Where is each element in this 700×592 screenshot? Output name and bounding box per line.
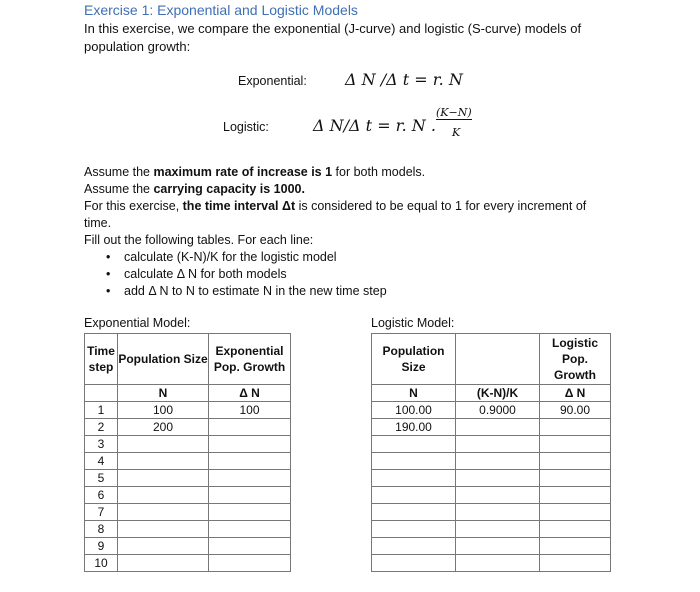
table-row bbox=[85, 419, 291, 436]
table-cell[interactable] bbox=[456, 487, 540, 504]
table-cell[interactable] bbox=[456, 453, 540, 470]
table-cell[interactable] bbox=[372, 436, 456, 453]
exponential-table bbox=[84, 333, 291, 572]
table-row bbox=[85, 453, 291, 470]
log-caption: Logistic Model: bbox=[371, 316, 455, 330]
table-cell[interactable] bbox=[209, 555, 291, 572]
table-cell[interactable]: 100 bbox=[209, 402, 291, 419]
instruction-list bbox=[84, 249, 604, 300]
table-cell[interactable] bbox=[456, 538, 540, 555]
table-cell[interactable]: 10 bbox=[85, 555, 118, 572]
table-row bbox=[85, 402, 291, 419]
instruction-text: Assume the bbox=[84, 182, 154, 196]
log-label: Logistic: bbox=[223, 120, 269, 134]
table-row bbox=[85, 521, 291, 538]
table-cell[interactable] bbox=[209, 487, 291, 504]
table-cell[interactable] bbox=[456, 419, 540, 436]
table-cell[interactable] bbox=[540, 504, 611, 521]
table-row bbox=[85, 555, 291, 572]
table-cell[interactable]: 100.00 bbox=[372, 402, 456, 419]
column-header: Exponential Pop. Growth bbox=[209, 334, 291, 385]
table-cell[interactable] bbox=[209, 521, 291, 538]
table-cell[interactable] bbox=[456, 555, 540, 572]
list-item: • calculate Δ N for both models bbox=[106, 266, 604, 283]
instruction-line: Fill out the following tables. For each line: bbox=[84, 233, 314, 247]
table-cell[interactable]: 100 bbox=[118, 402, 209, 419]
instruction-text: Assume the bbox=[84, 165, 154, 179]
table-cell[interactable] bbox=[372, 555, 456, 572]
table-cell[interactable] bbox=[540, 521, 611, 538]
table-cell[interactable]: 5 bbox=[85, 470, 118, 487]
subheader-cell: Δ N bbox=[209, 385, 291, 402]
instruction-emphasis: carrying capacity is 1000. bbox=[153, 182, 305, 196]
header-row bbox=[372, 334, 611, 385]
instruction-line bbox=[84, 181, 604, 198]
table-cell[interactable] bbox=[372, 453, 456, 470]
subheader-cell: Δ N bbox=[540, 385, 611, 402]
table-cell[interactable] bbox=[209, 470, 291, 487]
instruction-line bbox=[84, 164, 604, 181]
table-row bbox=[85, 538, 291, 555]
table-cell[interactable] bbox=[209, 538, 291, 555]
table-row bbox=[372, 470, 611, 487]
table-cell[interactable] bbox=[540, 436, 611, 453]
table-row bbox=[372, 402, 611, 419]
table-row bbox=[85, 504, 291, 521]
table-cell[interactable] bbox=[118, 538, 209, 555]
table-cell[interactable] bbox=[456, 521, 540, 538]
table-cell[interactable] bbox=[540, 470, 611, 487]
table-cell[interactable]: 190.00 bbox=[372, 419, 456, 436]
instruction-line bbox=[84, 198, 604, 232]
table-row bbox=[85, 470, 291, 487]
table-cell[interactable] bbox=[118, 453, 209, 470]
table-cell[interactable]: 2 bbox=[85, 419, 118, 436]
instructions bbox=[84, 164, 604, 300]
log-formula: Δ N/Δ t = r. N . bbox=[313, 116, 436, 135]
table-cell[interactable] bbox=[209, 436, 291, 453]
table-row bbox=[372, 538, 611, 555]
table-cell[interactable]: 1 bbox=[85, 402, 118, 419]
instruction-emphasis: maximum rate of increase is 1 bbox=[153, 165, 333, 179]
table-cell[interactable]: 8 bbox=[85, 521, 118, 538]
exercise-title: Exercise 1: Exponential and Logistic Models bbox=[84, 2, 358, 18]
subheader-cell bbox=[85, 385, 118, 402]
table-cell[interactable]: 4 bbox=[85, 453, 118, 470]
column-header: Population Size bbox=[118, 334, 209, 385]
table-cell[interactable]: 9 bbox=[85, 538, 118, 555]
exp-label: Exponential: bbox=[238, 74, 307, 88]
table-cell[interactable] bbox=[118, 555, 209, 572]
header-row bbox=[85, 334, 291, 385]
subheader-cell: N bbox=[118, 385, 209, 402]
table-cell[interactable] bbox=[540, 419, 611, 436]
table-cell[interactable] bbox=[456, 470, 540, 487]
instruction-emphasis: the time interval Δt bbox=[182, 199, 296, 213]
exp-caption: Exponential Model: bbox=[84, 316, 191, 330]
table-cell[interactable]: 0.9000 bbox=[456, 402, 540, 419]
table-cell[interactable] bbox=[118, 504, 209, 521]
table-cell[interactable] bbox=[118, 521, 209, 538]
table-row bbox=[372, 419, 611, 436]
table-row bbox=[372, 555, 611, 572]
table-cell[interactable]: 6 bbox=[85, 487, 118, 504]
table-cell[interactable] bbox=[540, 555, 611, 572]
table-cell[interactable] bbox=[372, 470, 456, 487]
table-cell[interactable] bbox=[456, 436, 540, 453]
table-cell[interactable]: 3 bbox=[85, 436, 118, 453]
column-header bbox=[456, 334, 540, 385]
list-item: • calculate (K-N)/K for the logistic model bbox=[106, 249, 604, 266]
table-cell[interactable] bbox=[540, 538, 611, 555]
subheader-row bbox=[372, 385, 611, 402]
subheader-cell: (K-N)/K bbox=[456, 385, 540, 402]
table-row bbox=[85, 487, 291, 504]
table-cell[interactable] bbox=[209, 504, 291, 521]
table-row bbox=[372, 436, 611, 453]
table-row bbox=[372, 521, 611, 538]
table-row bbox=[372, 487, 611, 504]
table-row bbox=[372, 504, 611, 521]
log-numerator: (K−N) bbox=[436, 106, 472, 119]
column-header: Population Size bbox=[372, 334, 456, 385]
table-cell[interactable] bbox=[372, 538, 456, 555]
table-cell[interactable] bbox=[118, 436, 209, 453]
table-cell[interactable] bbox=[456, 504, 540, 521]
table-cell[interactable] bbox=[209, 419, 291, 436]
table-cell[interactable]: 7 bbox=[85, 504, 118, 521]
table-cell[interactable] bbox=[118, 487, 209, 504]
table-cell[interactable] bbox=[209, 453, 291, 470]
subheader-cell: N bbox=[372, 385, 456, 402]
intro-text: In this exercise, we compare the exponential (J-curve) and logistic (S-curve) models of population growth: bbox=[84, 21, 582, 54]
table-cell[interactable] bbox=[372, 504, 456, 521]
list-item: • add Δ N to N to estimate N in the new time step bbox=[106, 283, 604, 300]
table-cell[interactable] bbox=[372, 487, 456, 504]
table-cell[interactable] bbox=[540, 453, 611, 470]
instruction-text: is considered to be equal to 1 for every increment of time. bbox=[84, 199, 587, 230]
instruction-text: For this exercise, bbox=[84, 199, 183, 213]
table-cell[interactable] bbox=[372, 521, 456, 538]
instruction-text: for both models. bbox=[332, 165, 426, 179]
exp-formula: Δ N /Δ t = r. N bbox=[345, 70, 463, 89]
table-cell[interactable] bbox=[118, 470, 209, 487]
table-row bbox=[85, 436, 291, 453]
column-header: Time step bbox=[85, 334, 118, 385]
log-denominator: K bbox=[452, 126, 461, 139]
subheader-row bbox=[85, 385, 291, 402]
table-cell[interactable]: 200 bbox=[118, 419, 209, 436]
table-row bbox=[372, 453, 611, 470]
table-cell[interactable] bbox=[540, 487, 611, 504]
logistic-table bbox=[371, 333, 611, 572]
table-cell[interactable]: 90.00 bbox=[540, 402, 611, 419]
column-header: Logistic Pop. Growth bbox=[540, 334, 611, 385]
